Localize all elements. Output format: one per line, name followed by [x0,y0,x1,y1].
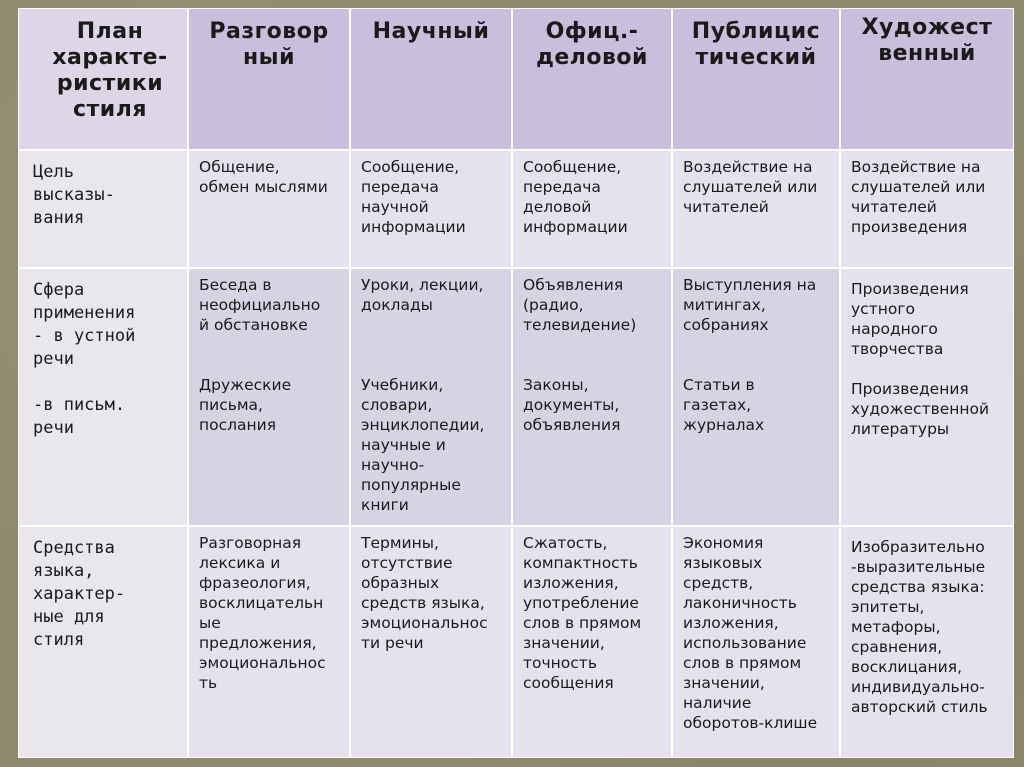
header-publicistic: Публицис тический [672,8,840,150]
cell-sphere-scientific: Уроки, лекции, доклады Учебники, словари, энциклопедии, научные и научно- популярные книги [350,268,512,526]
cell-purpose-official: Сообщение, передача деловой информации [512,150,672,268]
cell-purpose-publicistic: Воздействие на слушателей или читателей [672,150,840,268]
header-plan: План характе- ристики стиля [18,8,188,150]
cell-purpose-artistic: Воздействие на слушателей или читателей произведения [840,150,1014,268]
cell-sphere-official: Объявления (радио, телевидение) Законы, документы, объявления [512,268,672,526]
row-head-sphere: Сфера применения - в устной речи -в письм. речи [18,268,188,526]
row-head-means: Средства языка, характер- ные для стиля [18,526,188,758]
cell-means-scientific: Термины, отсутствие образных средств языка, эмоциональнос ти речи [350,526,512,758]
cell-means-publicistic: Экономия языковых средств, лаконичность изложения, использование слов в прямом значении, наличие оборотов-клише [672,526,840,758]
cell-means-artistic: Изобразительно -выразительные средства языка: эпитеты, метафоры, сравнения, восклицания, индивидуально- авторский стиль [840,526,1014,758]
cell-means-official: Сжатость, компактность изложения, употребление слов в прямом значении, точность сообщения [512,526,672,758]
cell-purpose-scientific: Сообщение, передача научной информации [350,150,512,268]
style-table [18,8,1014,758]
header-scientific: Научный [350,8,512,150]
cell-sphere-conversational: Беседа в неофициально й обстановке Дружеские письма, послания [188,268,350,526]
cell-sphere-artistic: Произведения устного народного творчества Произведения художественной литературы [840,268,1014,526]
cell-sphere-publicistic: Выступления на митингах, собраниях Статьи в газетах, журналах [672,268,840,526]
header-official: Офиц.- деловой [512,8,672,150]
cell-means-conversational: Разговорная лексика и фразеология, восклицательн ые предложения, эмоциональнос ть [188,526,350,758]
row-head-purpose: Цель высказы- вания [18,150,188,268]
header-conversational: Разговор ный [188,8,350,150]
header-artistic: Художест венный [840,8,1014,150]
cell-purpose-conversational: Общение, обмен мыслями [188,150,350,268]
